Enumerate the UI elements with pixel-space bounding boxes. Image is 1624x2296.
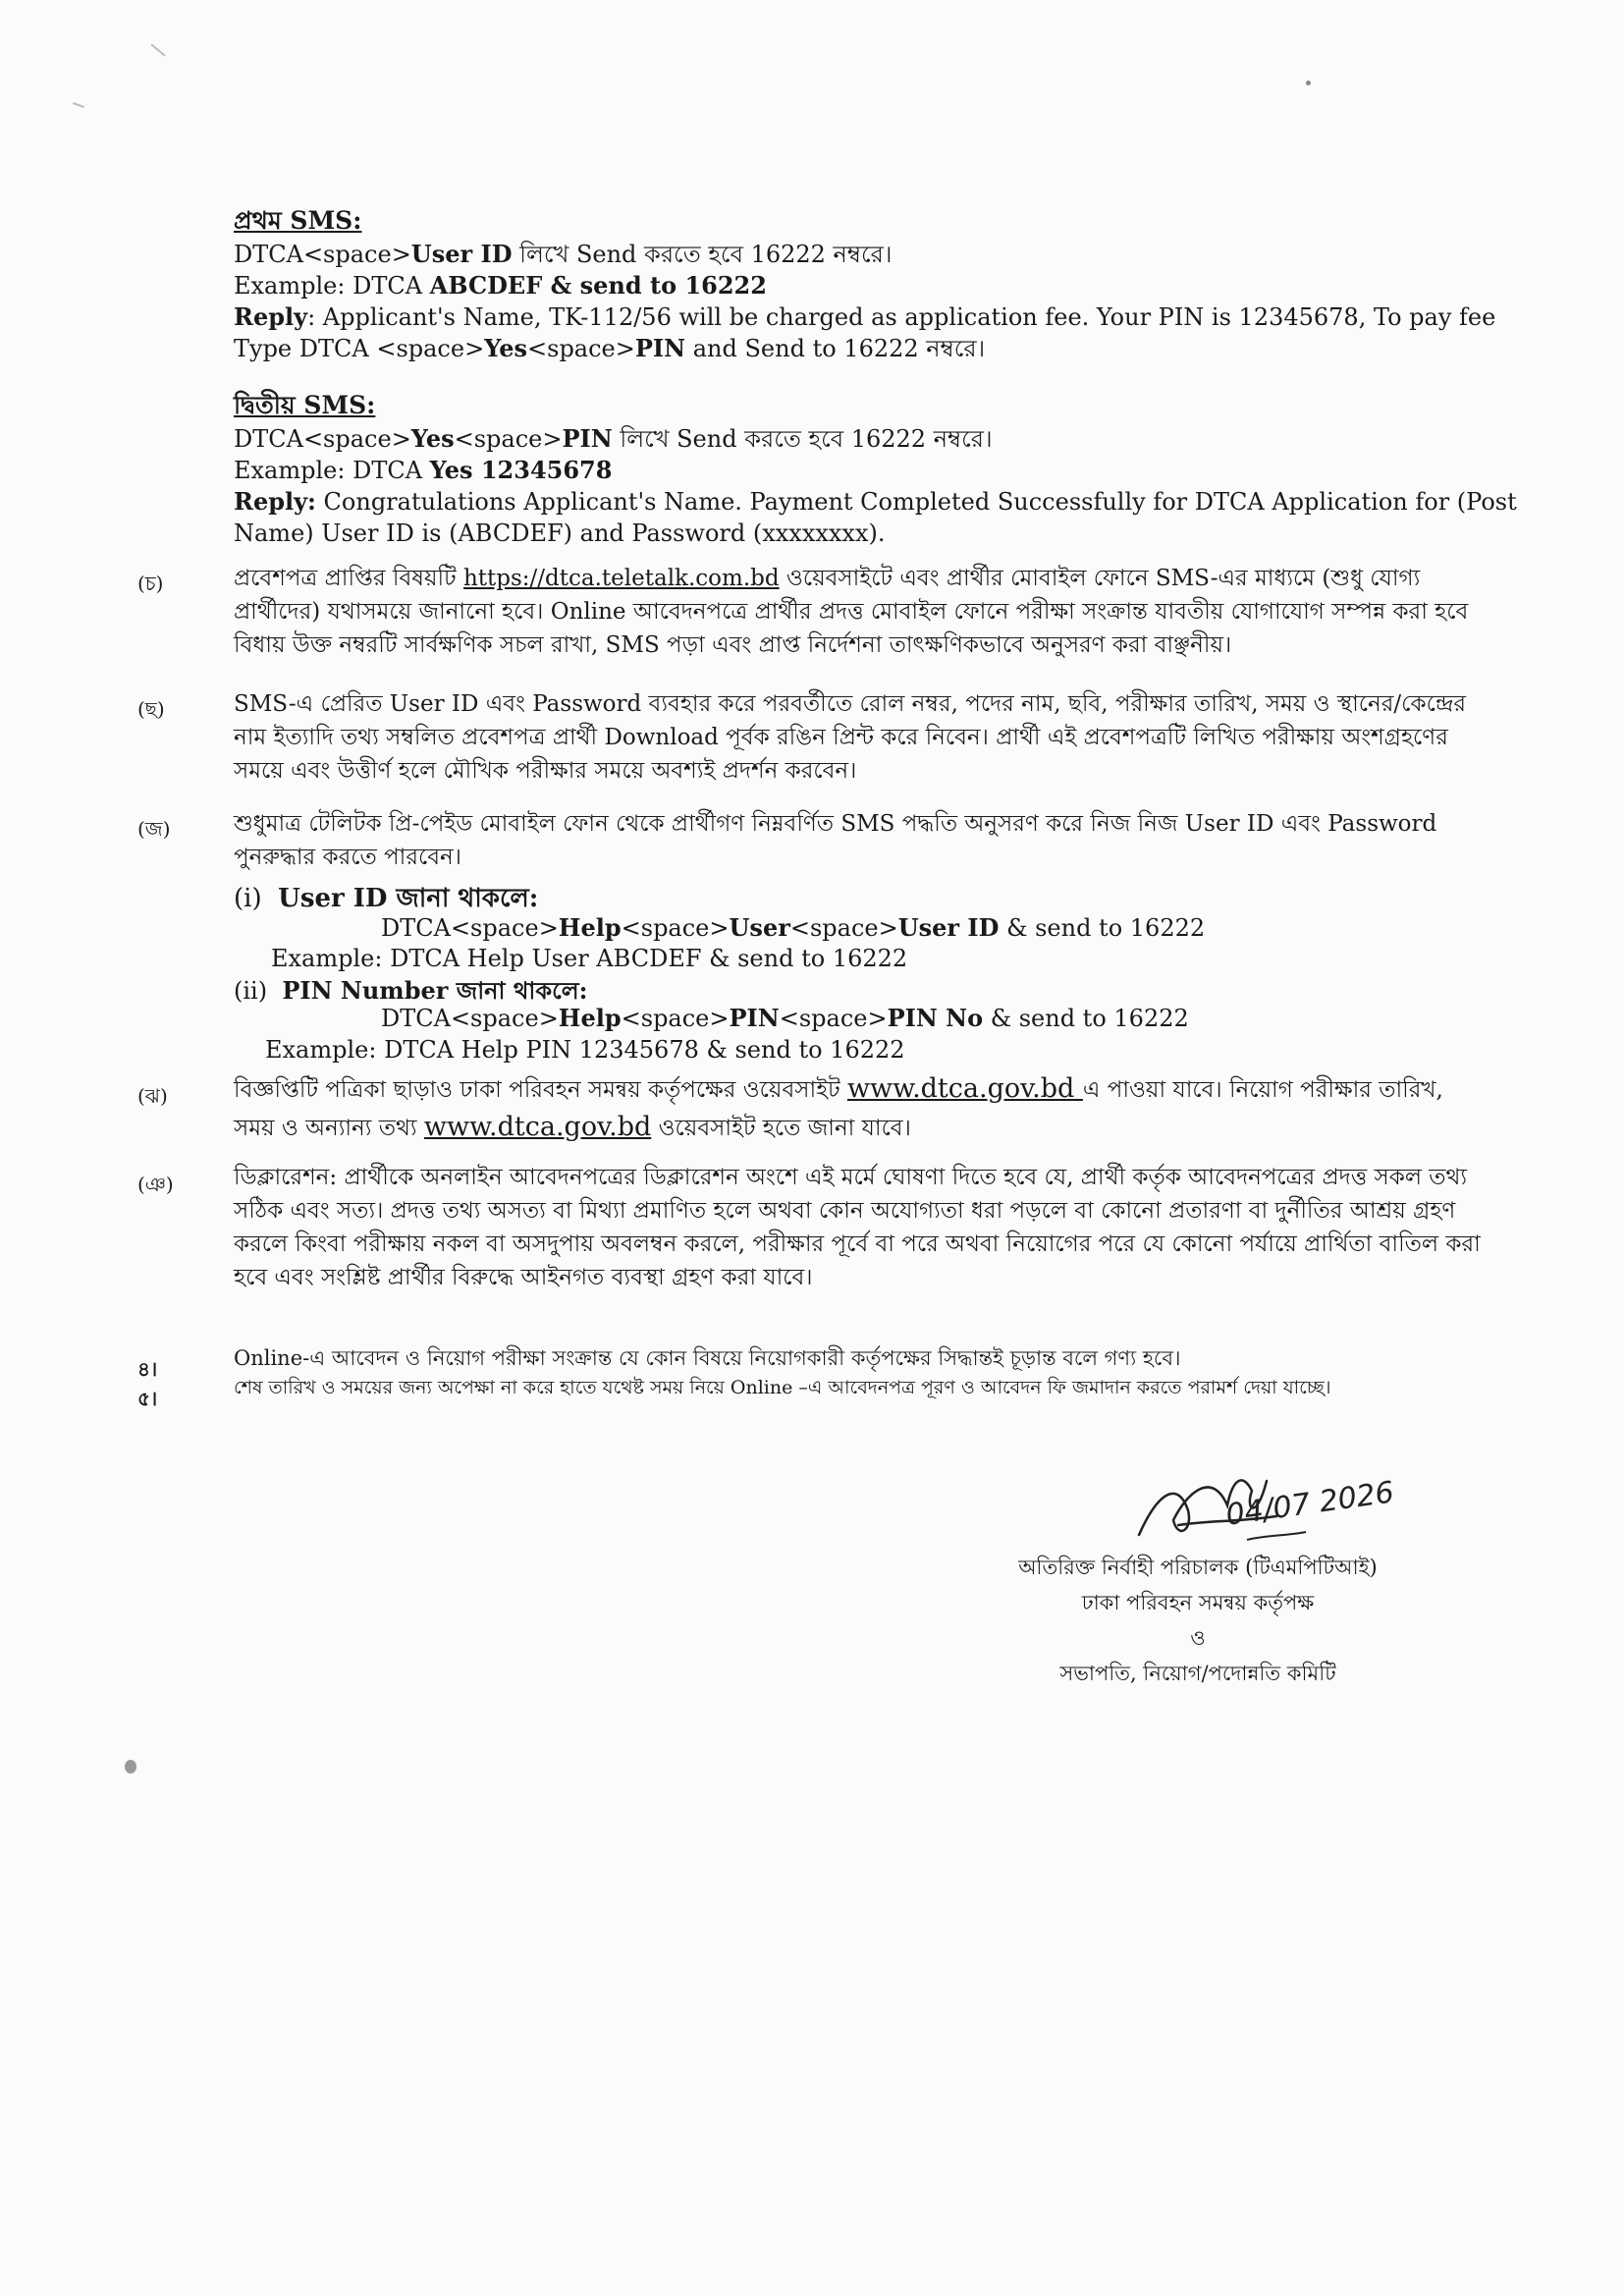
signatory-committee: সভাপতি, নিয়োগ/পদোন্নতি কমিটি — [1059, 1662, 1336, 1685]
item-nya-text: ডিক্লারেশন: প্রার্থীকে অনলাইন আবেদনপত্রের ডিক্লারেশন অংশে এই মর্মে ঘোষণা দিতে হবে যে, প্রার্থী কর্তৃক আবেদনপত্রের প্রদত্ত সকল তথ্য সঠিক এবং সত্য। প্রদত্ত তথ্য অসত্য বা মিথ্যা প্রমাণিত হলে অথবা কোন অযোগ্যতা ধরা পড়লে বা কোনো প্রতারণা বা দুর্নীতির আশ্রয় গ্রহণ করলে কিংবা পরীক্ষায় নকল বা অসদুপায় অবলম্বন করলে, পরীক্ষার পূর্বে বা পরে অথবা নিয়োগের পরে যে কোনো পর্যায়ে প্রার্থিতা বাতিল করা হবে এবং সংশ্লিষ্ট প্রার্থীর বিরুদ্ধে আইনগত ব্যবস্থা গ্রহণ করা যাবে। — [234, 1165, 1481, 1290]
second-sms-example: Example: DTCA Yes 12345678 — [234, 456, 613, 484]
item-chha-mark: (ছ) — [137, 697, 165, 721]
sub-ii-heading: (ii) PIN Number জানা থাকলে: — [234, 976, 588, 1005]
sub-i-command: DTCA<space>Help<space>User<space>User ID & send to 16222 — [381, 913, 1206, 942]
first-sms-line1: DTCA<space>User ID লিখে Send করতে হবে 16222 নম্বরে। — [234, 240, 893, 268]
first-sms-reply: Reply: Applicant's Name, TK-112/56 will be charged as application fee. Your PIN is 12345678, To pay fee — [234, 302, 1496, 331]
first-sms-heading: প্রথম SMS: — [234, 206, 362, 235]
item-cha-text: প্রবেশপত্র প্রাপ্তির বিষয়টি https://dtca.teletalk.com.bd ওয়েবসাইটে এবং প্রার্থীর মোবাইল ফোনে SMS-এর মাধ্যমে (শুধু যোগ্য প্রার্থীদের) যথাসময়ে জানানো হবে। Online আবেদনপত্রে প্রার্থীর প্রদত্ত মোবাইল ফোনে পরীক্ষা সংক্রান্ত যাবতীয় যোগাযোগ সম্পন্ন করা হবে বিধায় উক্ত নম্বরটি সার্বক্ষণিক সচল রাখা, SMS পড়া এবং প্রাপ্ত নির্দেশনা তাৎক্ষণিকভাবে অনুসরণ করা বাঞ্ছনীয়। — [234, 566, 1469, 658]
dtca-website-link[interactable]: www.dtca.gov.bd — [846, 1073, 1083, 1104]
dtca-website-link-2[interactable]: www.dtca.gov.bd — [423, 1112, 652, 1142]
item-5-text: শেষ তারিখ ও সময়ের জন্য অপেক্ষা না করে হাতে যথেষ্ট সময় নিয়ে Online –এ আবেদনপত্র পূরণ ও আবেদন ফি জমাদান করতে পরামর্শ দেয়া যাচ্ছে। — [234, 1377, 1331, 1398]
sub-ii-command: DTCA<space>Help<space>PIN<space>PIN No & send to 16222 — [381, 1004, 1189, 1032]
item-jha-text: বিজ্ঞপ্তিটি পত্রিকা ছাড়াও ঢাকা পরিবহন সমন্বয় কর্তৃপক্ষের ওয়েবসাইট www.dtca.gov.bd এ পাওয়া যাবে। নিয়োগ পরীক্ষার তারিখ, সময় ও অন্যান্য তথ্য www.dtca.gov.bd ওয়েবসাইট হতে জানা যাবে। — [234, 1073, 1443, 1142]
scan-speck — [1306, 81, 1311, 85]
scan-mark — [73, 102, 84, 108]
item-nya-mark: (ঞ) — [137, 1173, 174, 1196]
second-sms-reply-cont: Name) User ID is (ABCDEF) and Password (xxxxxxxx). — [234, 519, 886, 547]
sub-ii-example: Example: DTCA Help PIN 12345678 & send to 16222 — [265, 1036, 905, 1064]
item-ja-mark: (জ) — [137, 817, 171, 841]
second-sms-heading: দ্বিতীয় SMS: — [234, 391, 376, 419]
item-chha-text: SMS-এ প্রেরিত User ID এবং Password ব্যবহার করে পরবর্তীতে রোল নম্বর, পদের নাম, ছবি, পরীক্ষার তারিখ, সময় ও স্থানের/কেন্দ্রের নাম ইত্যাদি তথ্য সম্বলিত প্রবেশপত্র প্রার্থী Download পূর্বক রঙিন প্রিন্ট করে নিবেন। প্রার্থী এই প্রবেশপত্রটি লিখিত পরীক্ষায় অংশগ্রহণের সময়ে এবং উত্তীর্ণ হলে মৌখিক পরীক্ষার সময়ে অবশ্যই প্রদর্শন করবেন। — [234, 691, 1467, 784]
teletalk-link[interactable]: https://dtca.teletalk.com.bd — [462, 566, 780, 591]
item-4-text: Online-এ আবেদন ও নিয়োগ পরীক্ষা সংক্রান্ত যে কোন বিষয়ে নিয়োগকারী কর্তৃপক্ষের সিদ্ধান্তই চূড়ান্ত বলে গণ্য হবে। — [234, 1346, 1181, 1370]
handwritten-date: 04/07 2026 — [1223, 1475, 1396, 1533]
signatory-designation: অতিরিক্ত নির্বাহী পরিচালক (টিএমপিটিআই) — [1018, 1556, 1378, 1579]
second-sms-reply: Reply: Congratulations Applicant's Name. Payment Completed Successfully for DTCA Application for (Post — [234, 487, 1517, 516]
signatory-office: ঢাকা পরিবহন সমন্বয় কর্তৃপক্ষ — [1081, 1591, 1315, 1614]
signature-block — [982, 1550, 1414, 1691]
first-sms-reply-cont: Type DTCA <space>Yes<space>PIN and Send to 16222 নম্বরে। — [234, 334, 986, 362]
scan-speck — [125, 1760, 136, 1774]
second-sms-line1: DTCA<space>Yes<space>PIN লিখে Send করতে হবে 16222 নম্বরে। — [234, 424, 993, 453]
scan-mark — [150, 43, 165, 56]
first-sms-example: Example: DTCA ABCDEF & send to 16222 — [234, 271, 767, 300]
signatory-and: ও — [1190, 1626, 1206, 1650]
item-4-mark: ৪। — [137, 1357, 158, 1381]
item-cha-mark: (চ) — [137, 572, 164, 595]
item-jha-mark: (ঝ) — [137, 1084, 168, 1108]
sub-i-example: Example: DTCA Help User ABCDEF & send to 16222 — [271, 945, 908, 972]
item-5-mark: ৫। — [137, 1387, 158, 1410]
item-ja-text: শুধুমাত্র টেলিটক প্রি-পেইড মোবাইল ফোন থেকে প্রার্থীগণ নিম্নবর্ণিত SMS পদ্ধতি অনুসরণ করে নিজ নিজ User ID এবং Password পুনরুদ্ধার করতে পারবেন। — [234, 811, 1437, 870]
sub-i-heading: (i) User ID জানা থাকলে: — [234, 884, 539, 913]
